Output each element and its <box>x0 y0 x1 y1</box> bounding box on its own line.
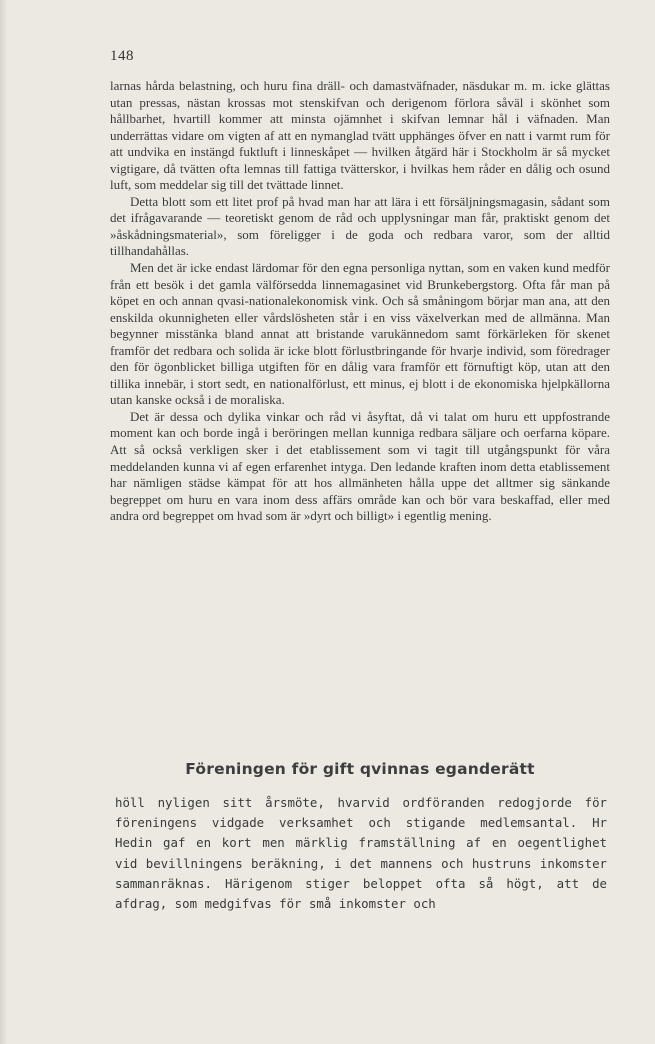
section-body <box>115 793 607 914</box>
article-paragraph: larnas hårda belastning, och huru fina dräll- och damastväfnader, näsdukar m. m. icke glättas utan pressas, nästan krossas mot stenskifvan och derigenom förlora såväl i skönhet som hållbarhet, hvartill kommer att minsta ojämnhet i skifvan lemnar hål i väfnaden. Man underrättas vidare om vigten af att en nymanglad tvätt upphänges öfver en natt i varmt rum för att undvika en instängd fuktluft i linneskåpet — hvilken åtgärd här i Stockholm är så mycket vigtigare, då tvätten ofta lemnas till fattiga tvätterskor, i hvilkas hem råder en dålig och osund luft, som meddelar sig till det tvättade linnet. <box>110 78 610 193</box>
page-edge-shadow <box>0 0 8 1044</box>
article-paragraph: Men det är icke endast lärdomar för den egna personliga nyttan, som en vaken kund medför från ett besök i det gamla välförsedda linnemagasinet vid Brunkebergstorg. Ofta får man på köpet en och annan qvasi-nationalekonomisk vink. Och så småningom börjar man ana, att den enskilda okunnigheten eller vårdslösheten står i en viss växelverkan med de allmänna. Man begynner misstänka bland annat att bristande varukännedom samt förkärleken för skenet framför det redbara och solida är icke blott förlustbringande för hvarje individ, som föredrager den för ögonblicket billiga utgiften för en dålig vara framför ett förnuftigt köp, utan att den tillika innebär, i stort sedt, en nationalförlust, ett minus, ej blott i de ekonomiska hjelpkällorna utan kanske också i de moraliska. <box>110 260 610 408</box>
section-paragraph: höll nyligen sitt årsmöte, hvarvid ordföranden redogjorde för föreningens vidgade verksamhet och stigande medlemsantal. Hr Hedin gaf en kort men märklig framställning af en oegentlighet vid bevillningens beräkning, i det mannens och hustruns inkomster sammanräknas. Härigenom stiger beloppet ofta så högt, att de afdrag, som medgifvas för små inkomster och <box>115 795 607 912</box>
article-paragraph: Det är dessa och dylika vinkar och råd vi åsyftat, då vi talat om huru ett uppfostrande moment kan och borde ingå i beröringen mellan kunniga redbara säljare och oerfarna köpare. Att så också verkligen sker i det etablissement som vi tagit till utgångspunkt för våra meddelanden kunna vi af egen erfarenhet intyga. Den ledande kraften inom detta etablissement har nämligen städse kämpat för att hos allmänheten hålla uppe det alltmer sig sänkande begreppet om huru en vara inom dess affärs område kan och bör vara beskaffad, eller med andra ord begreppet om hvad som är »dyrt och billigt» i egentlig mening. <box>110 408 610 524</box>
page-number: 148 <box>110 48 134 64</box>
section-heading: Föreningen för gift qvinnas eganderätt <box>185 760 535 778</box>
article-body <box>110 78 610 525</box>
article-paragraph: Detta blott som ett litet prof på hvad man har att lära i ett försäljningsmagasin, sådant som det ifrågavarande — teoretiskt genom de råd och upplysningar man får, praktiskt genom det »åskådningsmaterial», som föreligger i de goda och redbara varor, som der alltid tillhandahållas. <box>110 193 610 259</box>
